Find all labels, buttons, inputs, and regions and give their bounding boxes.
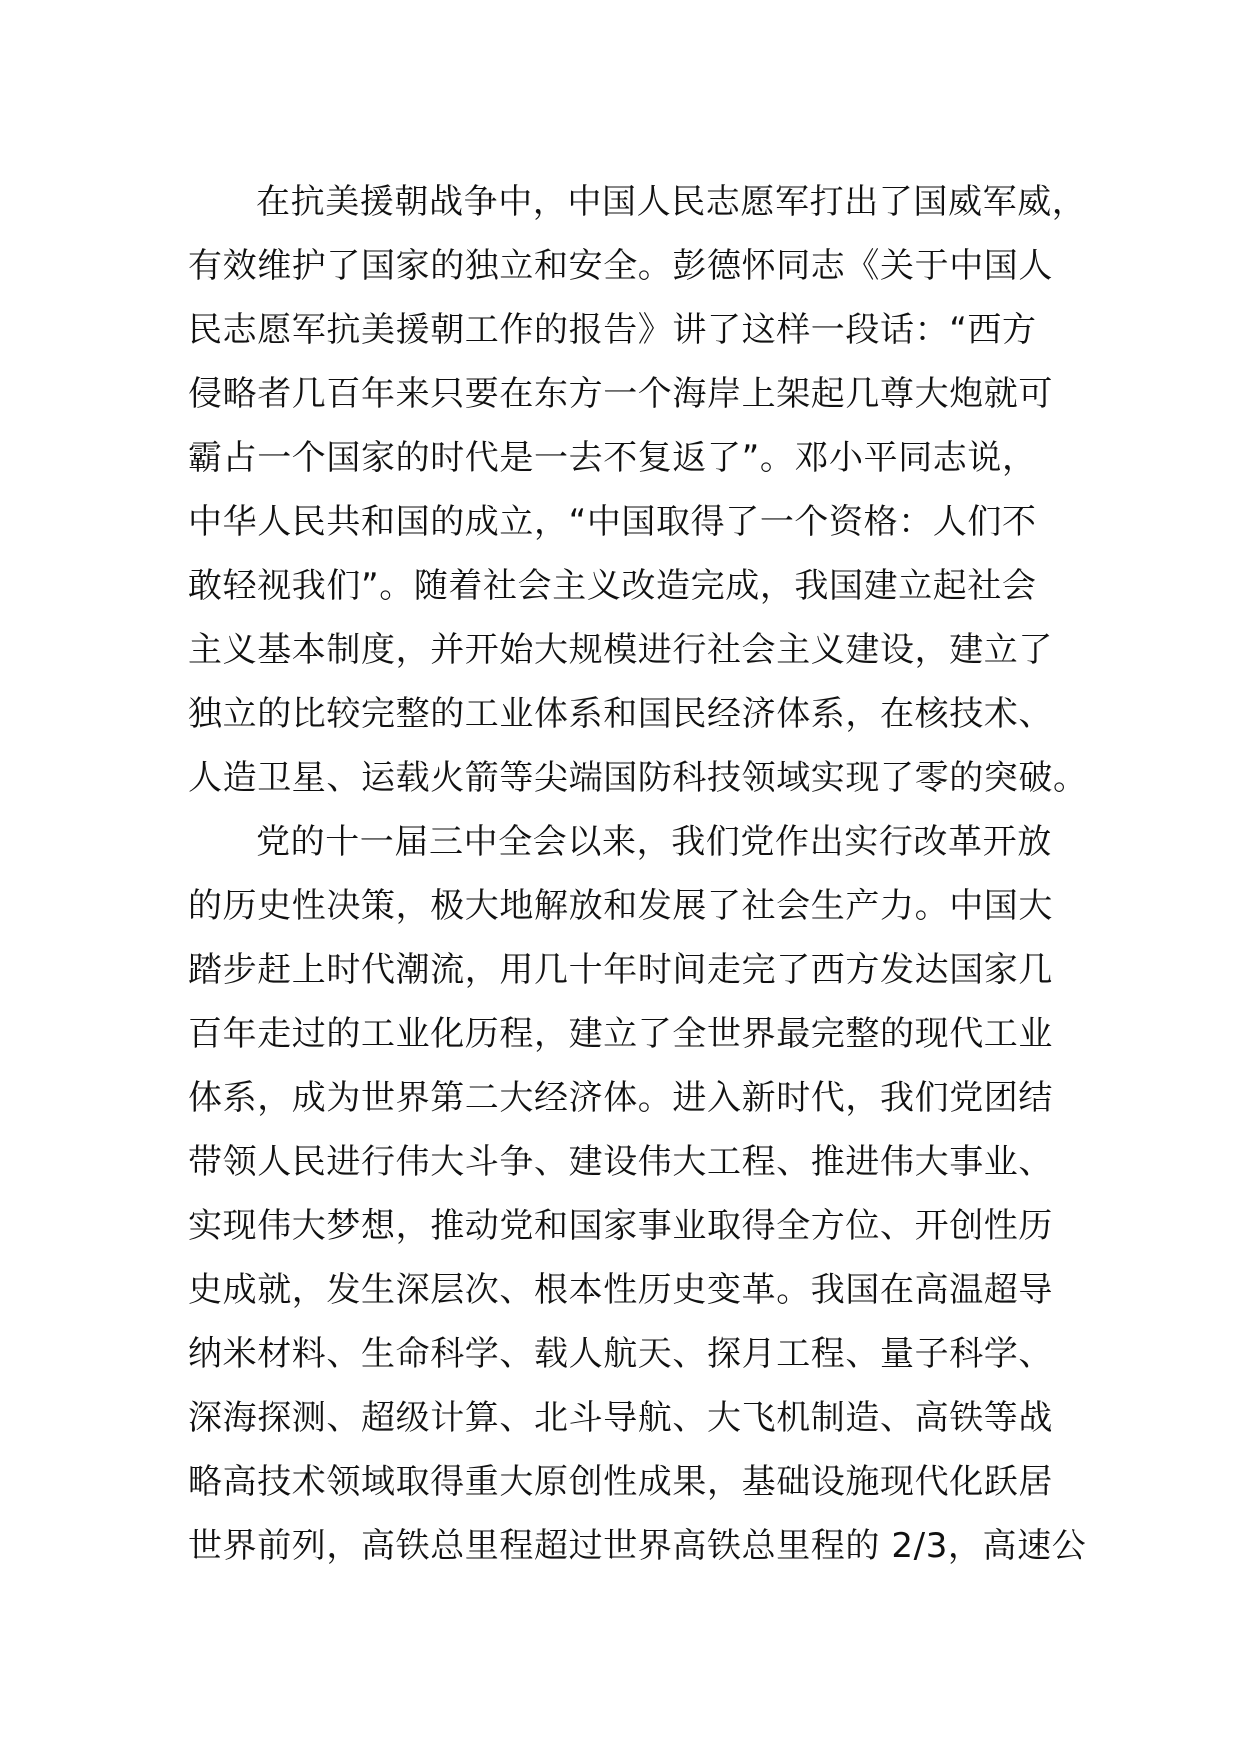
text-line: 纳米材料、生命科学、载人航天、探月工程、量子科学、 — [188, 1334, 1053, 1374]
text-line: 有效维护了国家的独立和安全。彭德怀同志《关于中国人 — [188, 246, 1053, 286]
text-line: 深海探测、超级计算、北斗导航、大飞机制造、高铁等战 — [188, 1398, 1053, 1438]
text-line: 人造卫星、运载火箭等尖端国防科技领域实现了零的突破。 — [188, 758, 1088, 798]
text-line: 略高技术领域取得重大原创性成果，基础设施现代化跃居 — [188, 1462, 1053, 1502]
text-line: 的历史性决策，极大地解放和发展了社会生产力。中国大 — [188, 886, 1053, 926]
text-line: 踏步赶上时代潮流，用几十年时间走完了西方发达国家几 — [188, 950, 1053, 990]
text-line: 侵略者几百年来只要在东方一个海岸上架起几尊大炮就可 — [188, 374, 1053, 414]
paragraph-2 — [188, 810, 1088, 1578]
text-line: 霸占一个国家的时代是一去不复返了”。邓小平同志说， — [188, 438, 1037, 478]
text-line: 体系，成为世界第二大经济体。进入新时代，我们党团结 — [188, 1078, 1053, 1118]
text-line: 独立的比较完整的工业体系和国民经济体系，在核技术、 — [188, 694, 1053, 734]
document-body — [188, 170, 1088, 1578]
text-line: 中华人民共和国的成立，“中国取得了一个资格：人们不 — [188, 502, 1037, 542]
text-line: 带领人民进行伟大斗争、建设伟大工程、推进伟大事业、 — [188, 1142, 1053, 1182]
text-line: 史成就，发生深层次、根本性历史变革。我国在高温超导 — [188, 1270, 1053, 1310]
text-line: 百年走过的工业化历程，建立了全世界最完整的现代工业 — [188, 1014, 1053, 1054]
text-line: 党的十一届三中全会以来，我们党作出实行改革开放 — [256, 822, 1052, 862]
paragraph-1 — [188, 170, 1088, 810]
text-line: 民志愿军抗美援朝工作的报告》讲了这样一段话：“西方 — [188, 310, 1037, 350]
text-line: 世界前列，高铁总里程超过世界高铁总里程的 2/3，高速公 — [188, 1526, 1087, 1566]
text-line: 主义基本制度，并开始大规模进行社会主义建设，建立了 — [188, 630, 1053, 670]
text-line: 在抗美援朝战争中，中国人民志愿军打出了国威军威， — [256, 182, 1087, 222]
text-line: 实现伟大梦想，推动党和国家事业取得全方位、开创性历 — [188, 1206, 1053, 1246]
text-line: 敢轻视我们”。随着社会主义改造完成，我国建立起社会 — [188, 566, 1037, 606]
